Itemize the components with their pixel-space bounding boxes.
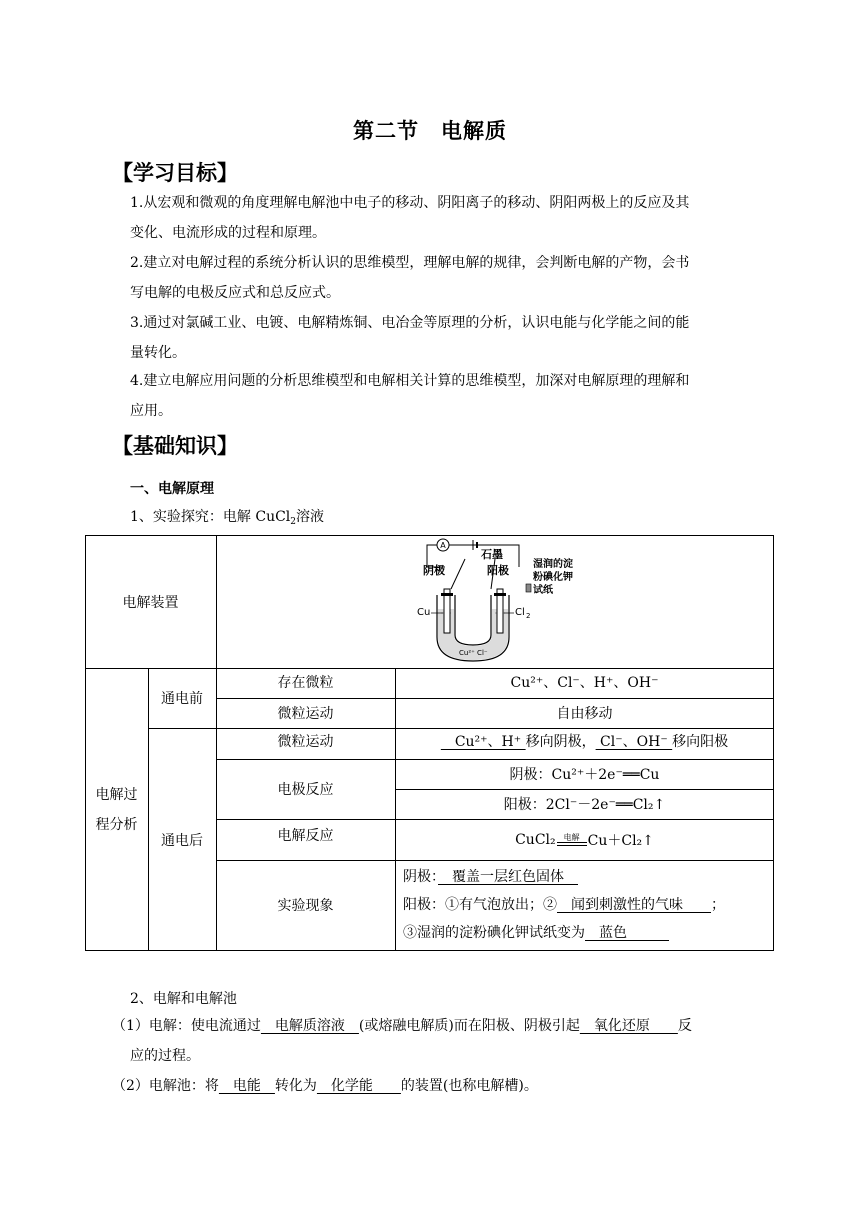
motion-after-blank-1: Cu²⁺、H⁺ (440, 734, 526, 750)
experiment-title-text: 1、实验探究：电解 CuCl (130, 509, 291, 525)
phenomenon-blank-1: 覆盖一层红色固体 (438, 869, 578, 885)
phenomenon-value (403, 860, 769, 950)
objective-1 (130, 188, 740, 248)
row-phenomenon: 实验现象 (277, 898, 334, 914)
definition-blank-3: 电能 (218, 1078, 275, 1094)
objective-1-line2: 变化、电流形成的过程和原理。 (130, 225, 326, 241)
analysis-label (85, 668, 148, 951)
motion-after-blank-2: Cl⁻、OH⁻ (595, 734, 673, 750)
experiment-title-tail: 溶液 (296, 509, 325, 525)
anode-label: 阳极 (487, 564, 509, 577)
ammeter-label: A (440, 541, 446, 550)
experiment-table (85, 535, 774, 951)
experiment-title (130, 506, 324, 527)
page-title: 第二节 电解质 (353, 119, 507, 143)
cu-label: Cu (417, 607, 431, 618)
experiment-title-sub: 2 (290, 517, 297, 527)
overall-right: Cu＋Cl₂↑ (587, 832, 654, 849)
overall-condition: 电解 (563, 833, 580, 842)
graphite-label: 石墨 (481, 548, 503, 561)
phenomenon-blank-2: 闻到刺激性的气味 (557, 897, 711, 913)
anode-reaction: 阳极：2Cl⁻－2e⁻══Cl₂↑ (503, 797, 666, 813)
section-2-title: 2、电解和电解池 (130, 991, 237, 1007)
paper-label-1: 湿润的淀 (533, 559, 573, 570)
objective-3 (130, 308, 740, 368)
row-electrode: 电极反应 (277, 782, 334, 798)
motion-after-text-2: 移向阳极 (672, 734, 729, 750)
analysis-label-line2: 程分析 (95, 816, 138, 833)
motion-after-text-1: 移向阴极， (525, 734, 596, 750)
definition-blank-1: 电解质溶液 (260, 1018, 359, 1034)
cl2-sub-label: 2 (526, 612, 531, 620)
sub-heading: 一、电解原理 (130, 481, 214, 497)
motion-after-value (395, 728, 774, 762)
device-label: 电解装置 (122, 594, 179, 611)
row-motion-before: 微粒运动 (277, 706, 334, 722)
objective-2-line1: 2.建立对电解过程的系统分析认识的思维模型，理解电解的规律，会判断电解的产物，会书 (130, 255, 690, 271)
row-motion-after: 微粒运动 (277, 734, 334, 750)
objective-3-line2: 量转化。 (130, 345, 186, 361)
objective-4-line2: 应用。 (130, 403, 172, 419)
definition-blank-2: 氧化还原 (579, 1018, 678, 1034)
cl2-label: Cl (515, 607, 525, 618)
section-heading-basics: 【基础知识】 (112, 434, 238, 458)
definition-cell: （2）电解池：将 电能 转化为 化学能 的装置(也称电解槽)。 (112, 1078, 538, 1094)
objective-1-line1: 1.从宏观和微观的角度理解电解池中电子的移动、阴阳离子的移动、阴阳两极上的反应及其 (130, 195, 690, 211)
particles-value: Cu²⁺、Cl⁻、H⁺、OH⁻ (510, 675, 659, 691)
phenomenon-line-1: 阴极： 覆盖一层红色固体 (403, 869, 578, 885)
motion-before-value: 自由移动 (556, 706, 613, 722)
definition-electrolysis-line2: 应的过程。 (130, 1048, 200, 1064)
phenomenon-blank-3: 蓝色 (585, 925, 669, 941)
section-heading-objectives: 【学习目标】 (112, 161, 238, 185)
overall-left: CuCl₂ (515, 831, 556, 848)
objective-4 (130, 366, 740, 426)
row-particles: 存在微粒 (277, 675, 334, 691)
phenomenon-line-3: ③湿润的淀粉碘化钾试纸变为 蓝色 (403, 925, 669, 941)
row-overall: 电解反应 (277, 828, 334, 844)
before-power-label: 通电前 (161, 691, 203, 707)
cathode-reaction: 阴极：Cu²⁺＋2e⁻══Cu (509, 767, 660, 783)
definition-blank-4: 化学能 (316, 1078, 401, 1094)
paper-label-3: 试纸 (533, 585, 553, 596)
objective-2 (130, 248, 740, 308)
u-tube-cell-icon (415, 537, 595, 665)
paper-label-2: 粉碘化钾 (533, 572, 573, 583)
analysis-label-line1: 电解过 (95, 786, 138, 803)
phenomenon-line-2: 阳极：①有气泡放出；② 闻到刺激性的气味 ； (403, 897, 725, 913)
overall-arrow (557, 833, 587, 846)
objective-3-line1: 3.通过对氯碱工业、电镀、电解精炼铜、电冶金等原理的分析，认识电能与化学能之间的能 (130, 315, 690, 331)
after-power-label: 通电后 (161, 832, 203, 849)
objective-2-line2: 写电解的电极反应式和总反应式。 (130, 285, 340, 301)
objective-4-line1: 4.建立电解应用问题的分析思维模型和电解相关计算的思维模型，加深对电解原理的理解和 (130, 373, 690, 389)
cathode-label: 阴极 (423, 564, 445, 577)
definition-electrolysis: （1）电解：使电流通过 电解质溶液 (或熔融电解质)而在阳极、阴极引起 氧化还原 反 应的过程。 (112, 1011, 738, 1071)
overall-reaction (395, 819, 774, 860)
electrolysis-diagram (415, 537, 595, 665)
ions-label: Cu²⁺ Cl⁻ (459, 649, 488, 657)
